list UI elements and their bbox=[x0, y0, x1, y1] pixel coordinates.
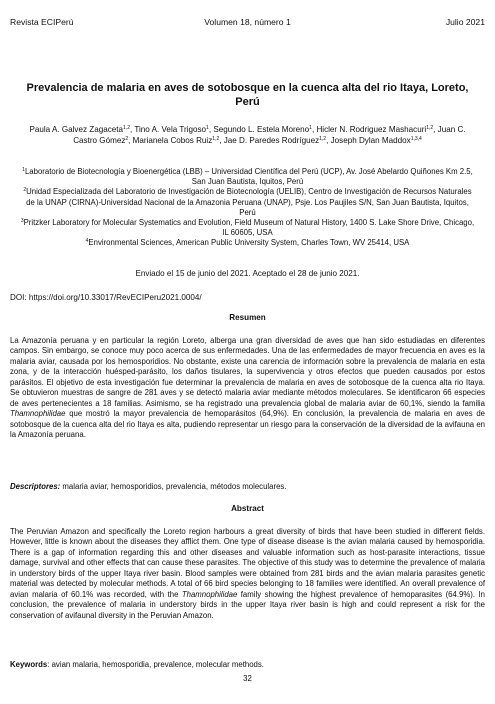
abstract-heading: Abstract bbox=[231, 504, 264, 513]
author-affiliation-marker: 1 bbox=[309, 125, 312, 131]
submission-dates: Enviado el 15 de junio del 2021. Aceptado el 28 de junio 2021. bbox=[135, 269, 360, 278]
author-affiliation-marker: 1,2 bbox=[123, 125, 130, 131]
author-name: Hicler N. Rodriguez Mashacuri bbox=[316, 125, 427, 134]
abstract-text-part-2: family showing the highest prevalence of hemoparasites (64.9%). In conclusion, the prevalence of malaria in understory birds in the upper Itaya river basin is high and could represent a risk for the conservation of avifaunal diversity in the Peruvian Amazon. bbox=[10, 589, 485, 620]
author-affiliation-marker: 1,2 bbox=[426, 125, 434, 131]
abstract-paragraph bbox=[10, 527, 485, 621]
abstract-family-name: Thamnophilidae bbox=[181, 589, 238, 599]
affiliation-number: 4 bbox=[85, 238, 89, 245]
resumen-text-part-2: que mostró la mayor prevalencia de hemoparásitos (64,9%). En conclusión, la prevalencia de malaria en aves de sotobosque de la cuenca alta del rio Itaya es alta, pudiendo representar un riesgo para la conservación de la diversidad de la avifauna en la Amazonía peruana. bbox=[10, 409, 485, 440]
author-name: Tino A. Vela Trigoso bbox=[134, 125, 207, 134]
journal-date: Julio 2021 bbox=[445, 17, 485, 27]
descriptores-label: Descriptores: bbox=[10, 482, 61, 491]
resumen-text-part-1: La Amazonía peruana y en particular la región Loreto, alberga una gran diversidad de aves que han sido estudiadas en diferentes campos. Sin embargo, se conoce muy poco acerca de sus enfermedades. Una de las enfermedades de mayor frecuencia en aves es la malaria aviar, causada por los hemosporidios. No obstante, existe una carencia de información sobre la prevalencia de malaria en esta zona, y de la interacción huésped-parásito, los daños tisulares, la supervivencia y otros efectos que pueden causados por estos parásitos. El objetivo de esta investigación fue determinar la prevalencia de malaria en aves de sotobosque de la cuenca alta rio Itaya. Se obtuvieron muestras de sangre de 281 aves y se detectó malaria aviar mediante métodos moleculares. Se identificaron 66 especies de aves pertenecientes a 18 familias. Asimismo, se ha registrado una prevalencia global de malaria aviar de 60,1%, siendo la familia bbox=[10, 336, 485, 408]
author-name: Joseph Dylan Maddox bbox=[330, 135, 411, 145]
affiliation-number: 3 bbox=[20, 218, 24, 225]
affiliation-number: 1 bbox=[22, 167, 25, 173]
keywords-label: Keywords bbox=[10, 660, 48, 669]
author-list: Paula A. Galvez Zagaceta$^{1,2}$, Tino A. Vela Trigoso$^1$, Segundo L. Estela Moreno$^1$, Hicler N. Rodriguez Mashacuri$^{1,2}$, Juan C. Castro Gómez$^2$, Marianela Cobos Ruiz$^{1,2}$, Jae D. Paredes Rodríguez$^{1,2}$, Joseph Dylan Maddox$^{1,3,4}$ bbox=[29, 125, 466, 145]
affiliation-text: Environmental Sciences, American Public University System, Charles Town, WV 25414, USA bbox=[88, 238, 410, 248]
affiliation-list bbox=[18, 167, 477, 249]
author-name: Jae D. Paredes Rodríguez bbox=[223, 135, 320, 145]
journal-name: Revista ECIPerú bbox=[10, 17, 74, 27]
affiliation-item bbox=[18, 218, 477, 238]
resumen-heading: Resumen bbox=[229, 313, 266, 322]
descriptores-text: malaria aviar, hemosporidios, prevalencia, métodos moleculares. bbox=[60, 482, 287, 491]
affiliation-item bbox=[18, 187, 477, 218]
affiliation-text: Unidad Especializada del Laboratorio de Investigación de Biotecnología (UELIB), Centro de Investigación de Recursos Naturales de la UNAP (CIRNA)-Universidad Nacional de la Amazonia Peruana (UNAP), Psje. Los Paujiles S/N, San Juan Bautista, Iquitos, Perú bbox=[26, 187, 472, 217]
author-name: Marianela Cobos Ruiz bbox=[132, 135, 213, 145]
running-header bbox=[10, 17, 485, 29]
affiliation-text: Pritzker Laboratory for Molecular Systematics and Evolution, Field Museum of Natural History, 1400 S. Lake Shore Drive, Chicago, IL 60605, USA bbox=[23, 218, 475, 238]
abstract-text-part-1: The Peruvian Amazon and specifically the Loreto region harbours a great diversity of birds that have been studied in different fields. However, little is known about the diseases they afflict them. One type of disease disease is the avian malaria caused by hemosporidia. There is a gap of information regarding this and other diseases and valuable information such as host-parasite interactions, tissue damage, survival and other effects that can cause these parasites. The objective of this study was to determine the prevalence of malaria in understory birds of the upper Itaya river basin. Blood samples were obtained from 281 birds and the avian malaria parasites genetic material was detected by molecular methods. A total of 66 bird species belonging to 18 families were identified. An overall prevalence of avian malaria of 60.1% was recorded, with the bbox=[10, 527, 485, 599]
affiliation-item bbox=[18, 167, 477, 187]
affiliation-item bbox=[18, 238, 477, 248]
doi-link[interactable]: DOI: https://doi.org/10.33017/RevECIPeru2021.0004/ bbox=[10, 293, 202, 302]
page-number: 32 bbox=[243, 674, 252, 683]
author-affiliation-marker: 1,2 bbox=[212, 135, 220, 142]
author-affiliation-marker: 1,3,4 bbox=[410, 135, 422, 142]
author-name: Paula A. Galvez Zagaceta bbox=[29, 125, 124, 134]
resumen-paragraph bbox=[10, 336, 485, 441]
author-affiliation-marker: 1 bbox=[206, 125, 209, 131]
paper-title: Prevalencia de malaria en aves de sotobosque en la cuenca alta del rio Itaya, Loreto, Perú bbox=[26, 82, 469, 108]
author-name: Juan C. Castro Gómez bbox=[73, 125, 466, 145]
keywords-text: : avian malaria, hemosporidia, prevalence, molecular methods. bbox=[47, 660, 264, 669]
author-name: Segundo L. Estela Moreno bbox=[213, 125, 310, 134]
author-affiliation-marker: 1,2 bbox=[319, 135, 327, 142]
resumen-family-name: Thamnophilidae bbox=[10, 409, 66, 419]
descriptores-line bbox=[10, 482, 485, 491]
affiliation-number: 2 bbox=[23, 187, 27, 194]
affiliation-text: Laboratorio de Biotecnología y Bioenergética (LBB) – Universidad Científica del Perú (UCP), Av. José Abelardo Quiñones Km 2.5, San Juan Bautista, Iquitos, Perú bbox=[24, 167, 473, 187]
author-affiliation-marker: 2 bbox=[125, 135, 129, 142]
journal-volume: Volumen 18, número 1 bbox=[204, 17, 291, 27]
keywords-line bbox=[10, 660, 485, 669]
